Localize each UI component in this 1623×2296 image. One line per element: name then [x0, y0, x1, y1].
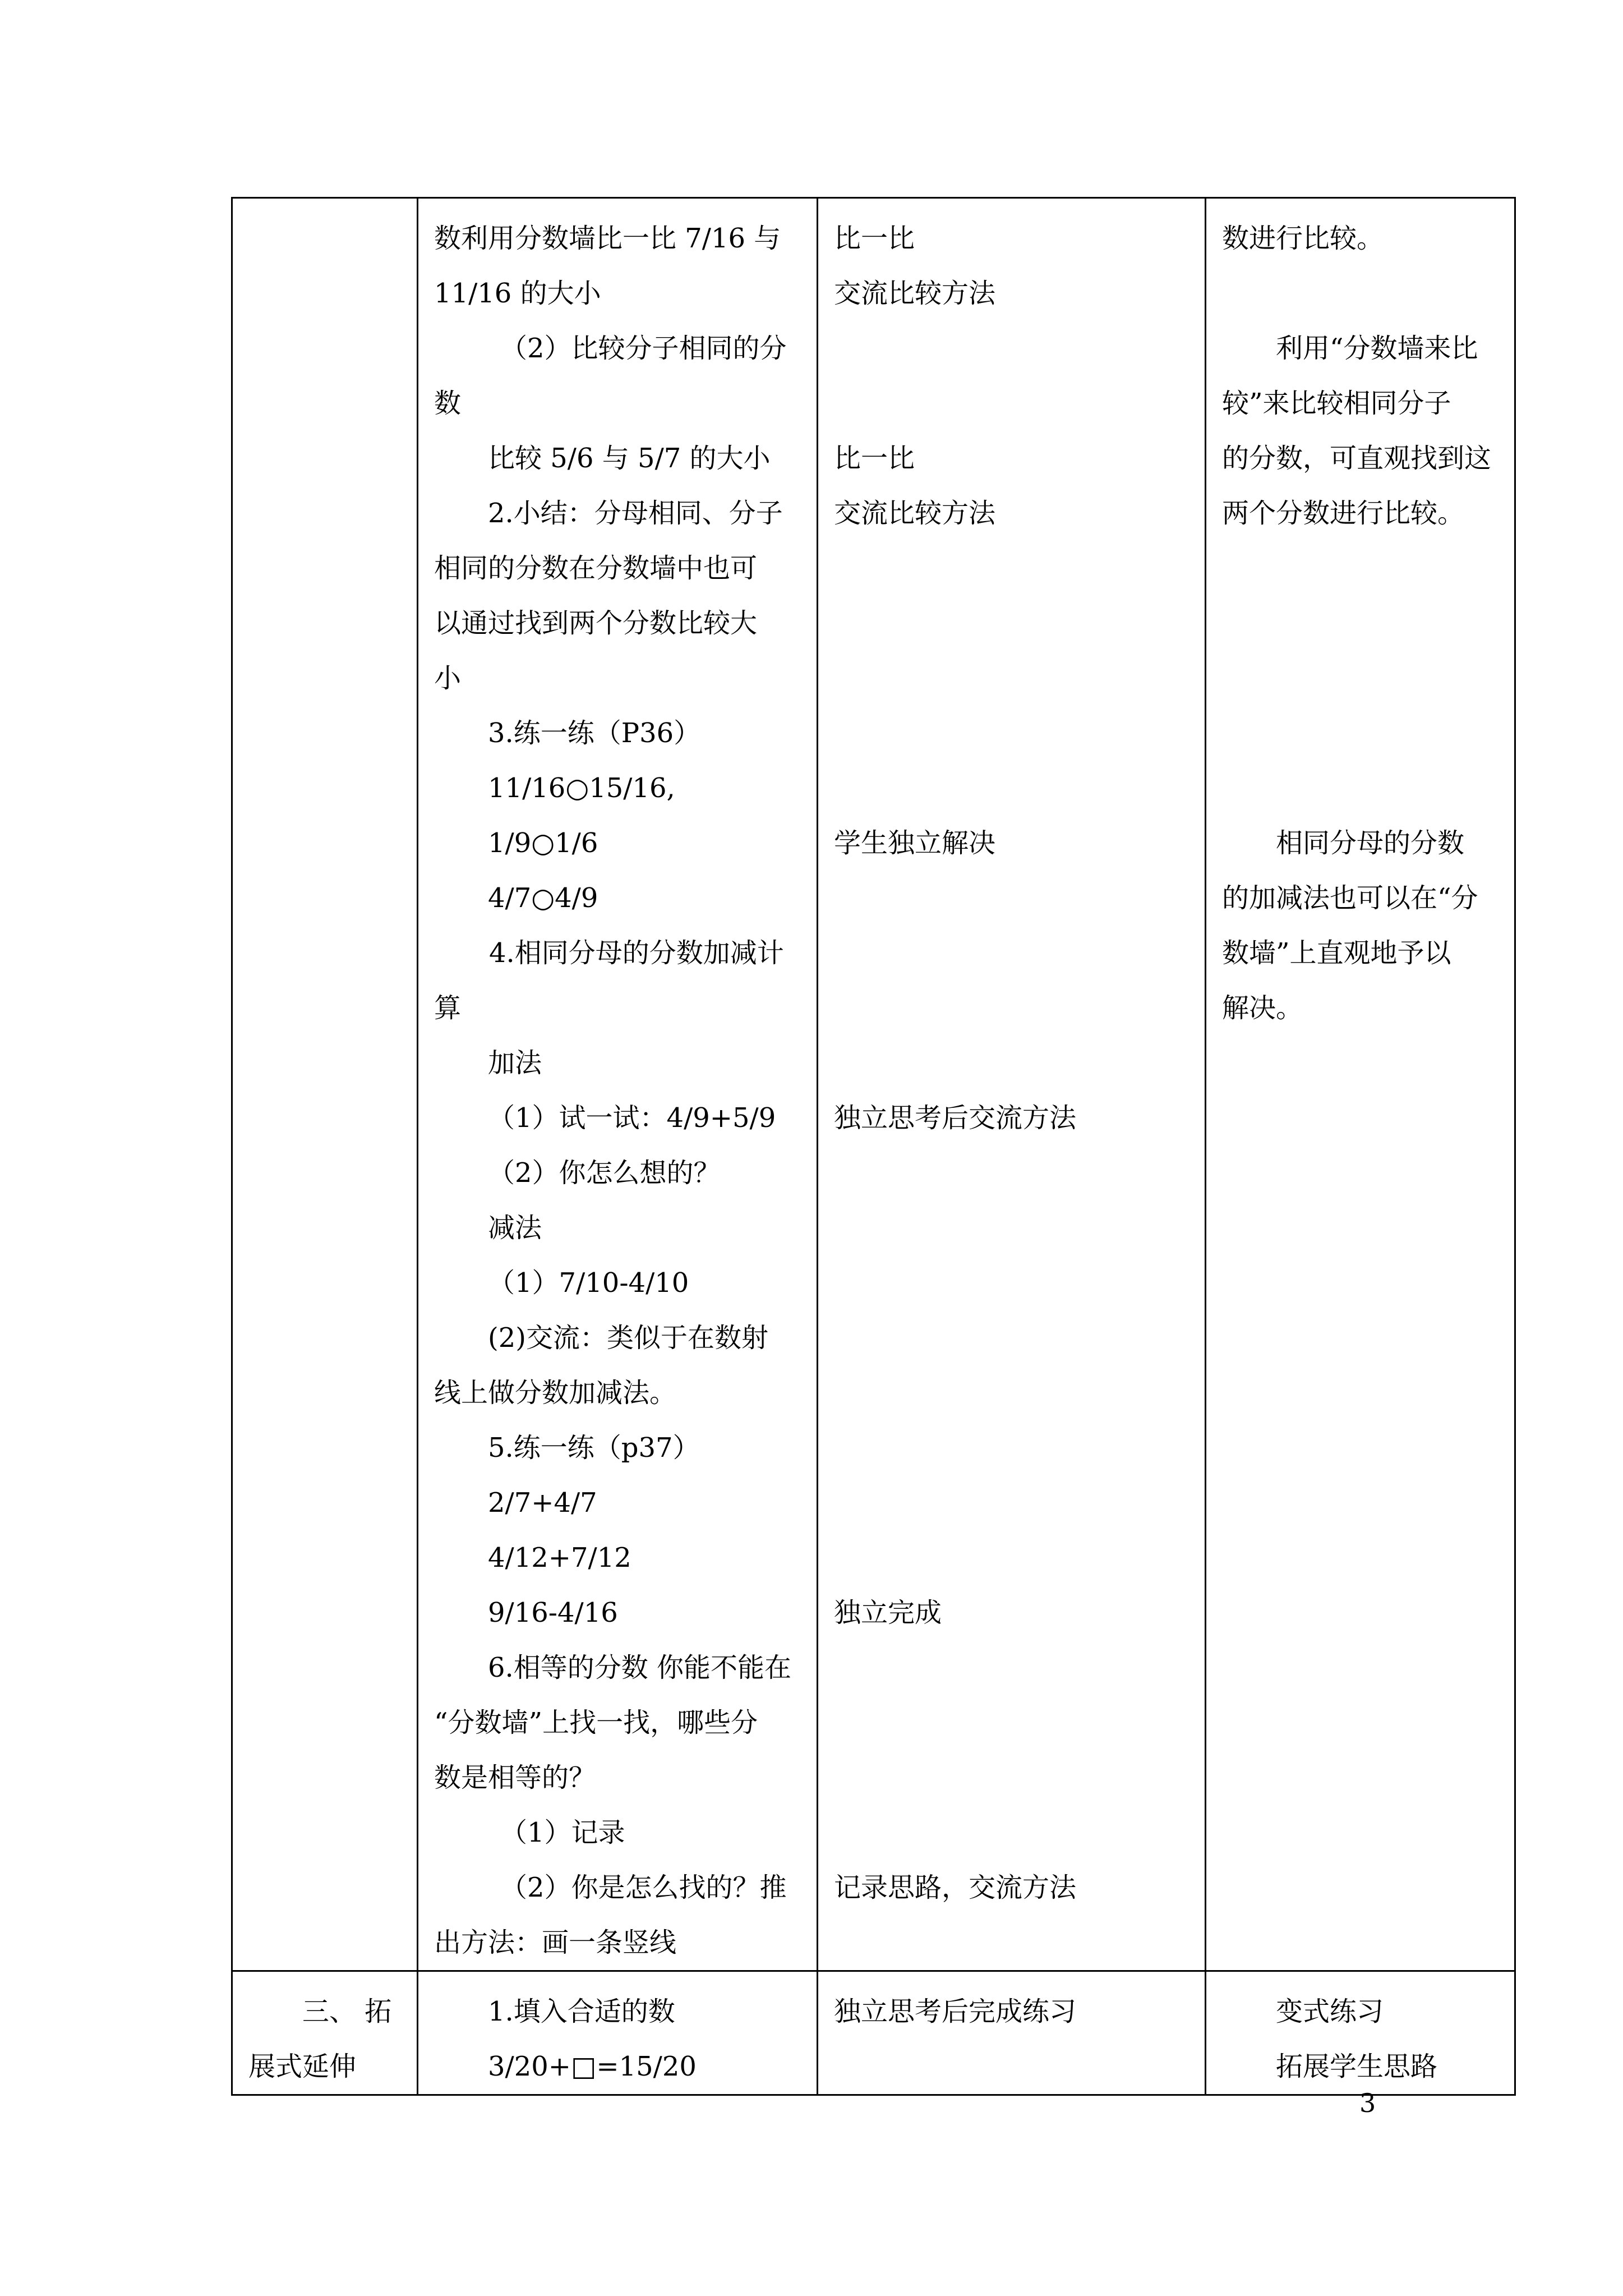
content-line: 出方法：画一条竖线 [434, 1927, 677, 1958]
activity-line: 学生独立解决 [834, 827, 996, 859]
intent-line: 数进行比较。 [1222, 223, 1384, 254]
stage-line: 展式延伸 [248, 2051, 357, 2082]
content-line: 减法 [488, 1212, 542, 1244]
content-line: （1）试一试：4/9+5/9 [488, 1102, 776, 1134]
content-line: 11/16 的大小 [434, 278, 601, 309]
activity-line: 比一比 [834, 223, 915, 254]
content-line: 算 [434, 992, 462, 1024]
content-line: 4/12+7/12 [488, 1542, 631, 1573]
design-intent-cell [1206, 1971, 1515, 2095]
intent-line: 的分数，可直观找到这 [1222, 443, 1492, 474]
content-line: （2）比较分子相同的分 [500, 333, 787, 364]
design-intent-cell [1206, 198, 1515, 1971]
intent-line: 较”来比较相同分子 [1222, 388, 1451, 419]
teaching-content-cell [418, 1971, 818, 2095]
activity-line: 独立完成 [834, 1597, 942, 1628]
table-row [232, 1971, 1515, 2095]
content-line: （1）记录 [500, 1817, 625, 1848]
content-line: (2)交流：类似于在数射 [488, 1322, 768, 1354]
student-activity-cell [818, 198, 1206, 1971]
content-line: （2）你是怎么找的？推 [500, 1872, 787, 1903]
content-line: 2/7+4/7 [488, 1487, 597, 1519]
intent-line: 数墙”上直观地予以 [1222, 937, 1451, 969]
intent-line: 变式练习 [1276, 1996, 1384, 2027]
content-line: 以通过找到两个分数比较大 [434, 608, 758, 639]
content-line: 数是相等的？ [434, 1762, 596, 1793]
content-line: 9/16-4/16 [488, 1597, 618, 1628]
stage-cell [232, 1971, 418, 2095]
content-line: 加法 [488, 1047, 542, 1079]
table-row [232, 198, 1515, 1971]
content-line: （2）你怎么想的？ [488, 1157, 721, 1189]
activity-line: 独立思考后交流方法 [834, 1102, 1077, 1134]
stage-line: 三、 拓 [302, 1996, 392, 2027]
activity-line: 交流比较方法 [834, 278, 996, 309]
activity-line: 比一比 [834, 443, 915, 474]
content-line: 1.填入合适的数 [488, 1996, 675, 2027]
content-line: 1/9○1/6 [488, 827, 598, 859]
content-line: 相同的分数在分数墙中也可 [434, 553, 758, 584]
intent-line: 相同分母的分数 [1276, 827, 1465, 859]
content-line: 比较 5/6 与 5/7 的大小 [488, 443, 771, 474]
page-number: 3 [1359, 2088, 1376, 2118]
content-line: 4.相同分母的分数加减计 [489, 937, 784, 969]
lesson-plan-table [231, 197, 1516, 2096]
content-line: 3/20+□=15/20 [488, 2051, 697, 2082]
teaching-content-cell [418, 198, 818, 1971]
intent-line: 的加减法也可以在“分 [1222, 882, 1478, 914]
intent-line: 两个分数进行比较。 [1222, 498, 1465, 529]
content-line: 2.小结：分母相同、分子 [488, 498, 783, 529]
content-line: “分数墙”上找一找，哪些分 [434, 1707, 758, 1738]
content-line: 6.相等的分数 你能不能在 [488, 1652, 792, 1683]
content-line: （1）7/10-4/10 [488, 1267, 689, 1299]
content-line: 数 [434, 388, 462, 419]
content-line: 11/16○15/16, [488, 772, 675, 804]
intent-line: 解决。 [1222, 992, 1303, 1024]
content-line: 4/7○4/9 [488, 882, 598, 914]
stage-cell [232, 198, 418, 1971]
content-line: 线上做分数加减法。 [434, 1377, 677, 1409]
intent-line: 利用“分数墙来比 [1276, 333, 1478, 364]
content-line: 3.练一练（P36） [488, 717, 701, 749]
student-activity-cell [818, 1971, 1206, 2095]
activity-line: 交流比较方法 [834, 498, 996, 529]
activity-line: 记录思路，交流方法 [834, 1872, 1077, 1903]
activity-line: 独立思考后完成练习 [834, 1996, 1077, 2027]
intent-line: 拓展学生思路 [1276, 2051, 1438, 2082]
content-line: 小 [434, 662, 462, 694]
content-line: 5.练一练（p37） [488, 1432, 700, 1464]
content-line: 数利用分数墙比一比 7/16 与 [434, 223, 781, 254]
